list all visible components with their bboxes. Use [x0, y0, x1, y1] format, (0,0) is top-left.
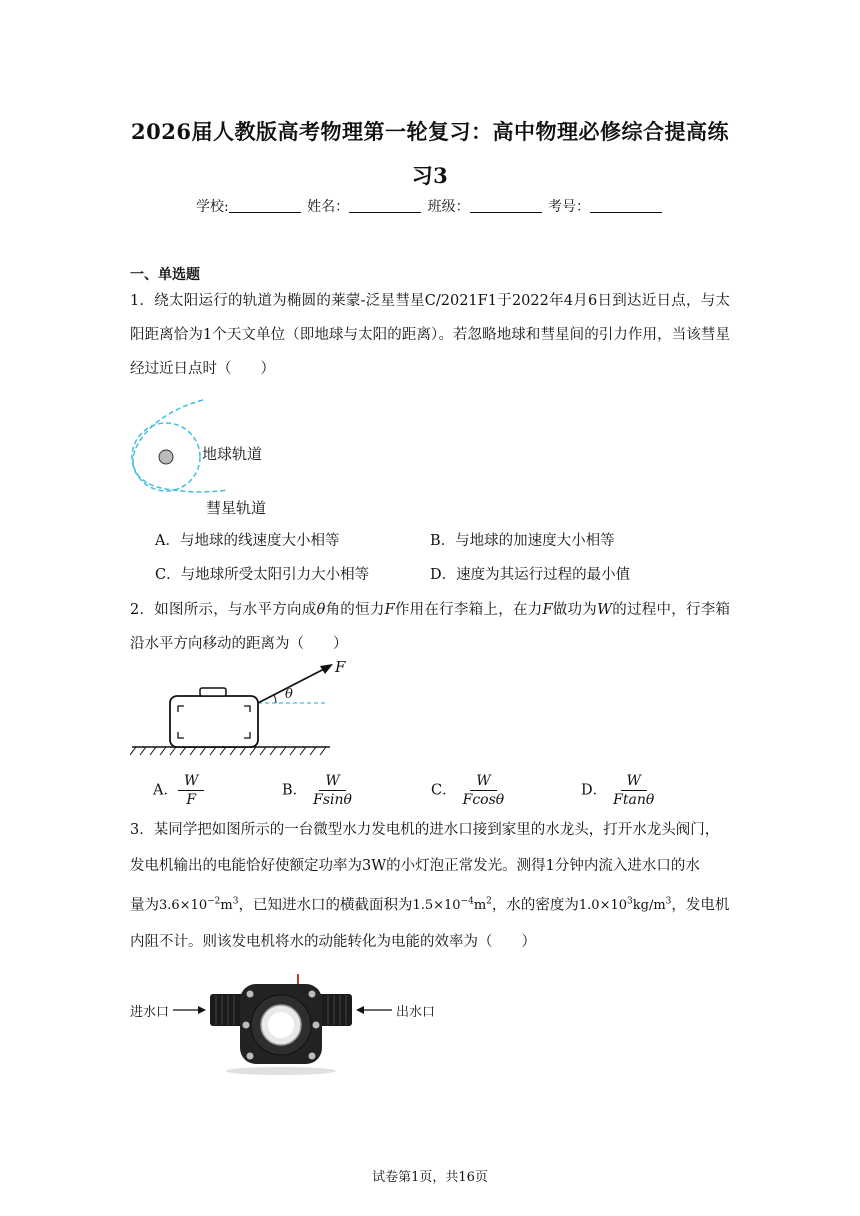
section-header: 一、单选题	[130, 267, 200, 283]
fraction: $\frac{W}{Ftan\theta}$	[613, 773, 655, 808]
theta-label: θ	[285, 687, 293, 702]
q2-text: 2．如图所示，与水平方向成θ角的恒力F作用在行李箱上，在力F做功为W的过程中，行李箱沿水平方向移动的距离为（ ）	[130, 602, 731, 652]
q2-option-d[interactable]: D． $\frac{W}{Ftan\theta}$	[581, 772, 660, 809]
angle-arc	[274, 695, 276, 703]
doc-title-line2: 习3	[411, 163, 449, 188]
doc-title-line1: 2026届人教版高考物理第一轮复习：高中物理必修综合提高练	[131, 119, 729, 144]
shadow	[226, 1067, 336, 1075]
q2-option-b[interactable]: B． $\frac{W}{Fsin\theta}$	[282, 772, 358, 809]
q1-text: 1．绕太阳运行的轨道为椭圆的莱蒙-泛星彗星C/2021F1于2022年4月6日到达近日点，与太阳距离恰为1个天文单位（即地球与太阳的距离）。若忽略地球和彗星间的引力作用，当该彗星经过近日点时（ ）	[130, 293, 730, 377]
class-label: 班级：	[427, 199, 470, 215]
name-blank[interactable]	[349, 198, 421, 213]
suitcase-handle	[200, 688, 226, 696]
q3-text: 3．某同学把如图所示的一台微型水力发电机的进水口接到家里的水龙头，打开水龙头阀门， 发电机输出的电能恰好使额定功率为3W的小灯泡正常发光。测得1分钟内流入进水口的水 量为$3.6\times 10^{-2}m^3$，已知进水口的横截面积为$1.5\times 10^{-4}m^2$，水的密度为$1.0\times 10^3kg/m^3$，发电机 内阻不计。则该发电机将水的动能转化为电能的效率为（ ）	[130, 822, 730, 951]
screw-icon	[243, 1022, 250, 1029]
q2-suitcase-figure	[130, 660, 360, 760]
force-label: F	[335, 658, 346, 676]
school-blank[interactable]	[229, 198, 301, 213]
generator-figure	[170, 968, 400, 1078]
screw-icon	[247, 991, 254, 998]
screw-icon	[309, 991, 316, 998]
fraction: $\frac{W}{Fsin\theta}$	[313, 773, 352, 808]
fraction: $\frac{W}{Fcos\theta}$	[462, 773, 505, 808]
comet-orbit-label: 彗星轨道	[206, 499, 267, 517]
force-arrowhead	[320, 664, 333, 674]
q2-option-c[interactable]: C． $\frac{W}{Fcos\theta}$	[431, 772, 510, 809]
class-blank[interactable]	[470, 198, 542, 213]
outlet-label: 出水口	[396, 1005, 436, 1020]
suitcase	[170, 696, 258, 747]
exam-no-blank[interactable]	[590, 198, 662, 213]
q2-option-a[interactable]: A． $\frac{W}{F}$	[153, 772, 204, 809]
earth-orbit-label: 地球轨道	[202, 445, 263, 463]
q1-option-b[interactable]: B．与地球的加速度大小相等	[430, 533, 615, 549]
q1-option-c[interactable]: C．与地球所受太阳引力大小相等	[155, 567, 370, 583]
exam-no-label: 考号：	[548, 199, 591, 215]
sun-icon	[159, 450, 173, 464]
fraction: $\frac{W}{F}$	[178, 772, 204, 809]
page-footer: 试卷第1页，共16页	[372, 1170, 488, 1185]
screw-icon	[309, 1053, 316, 1060]
q1-option-d[interactable]: D．速度为其运行过程的最小值	[430, 567, 631, 583]
inlet-pipe	[210, 994, 244, 1026]
outlet-pipe	[318, 994, 352, 1026]
student-info	[0, 196, 860, 216]
ground-hatch	[130, 747, 326, 755]
name-label: 姓名：	[307, 199, 350, 215]
school-label: 学校:	[195, 199, 229, 215]
inlet-label: 进水口	[130, 1005, 170, 1020]
q1-option-a[interactable]: A．与地球的线速度大小相等	[155, 533, 340, 549]
screw-icon	[247, 1053, 254, 1060]
screw-icon	[313, 1022, 320, 1029]
